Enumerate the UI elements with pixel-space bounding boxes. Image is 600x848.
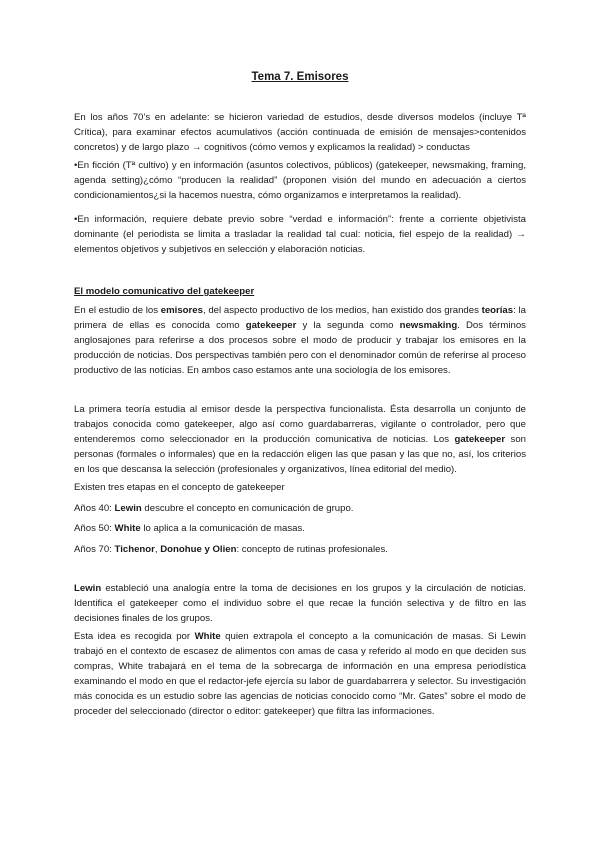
text-run: estableció una analogía entre la toma de decisiones en los grupos y la circulación de noticias. Identifica el gatekeeper como el individuo sobre el que recae la función selectiva y de filtro en las decisiones finales de los grupos.	[74, 583, 526, 624]
bold-term: Lewin	[114, 503, 142, 514]
lewin-paragraph	[74, 581, 526, 626]
bold-term: Donohue y Olien	[160, 544, 237, 555]
text-run: Esta idea es recogida por	[74, 631, 195, 642]
text-run: descubre el concepto en comunicación de grupo.	[141, 503, 354, 514]
bullet-text: •En información, requiere debate previo sobre “verdad e información”: frente a corriente objetivista dominante (el periodista se limita a trasladar la realidad tal cual: noticia, fiel espejo de la realidad) → elementos objetivos y subjetivos en selección y elaboración noticias.	[74, 214, 526, 255]
intro-text: En los años 70’s en adelante: se hicieron variedad de estudios, desde diversos modelos (incluye Tª Crítica), para examinar efectos acumulativos (acción continuada de emisión de mensajes>contenidos concretos) y de largo plazo → cognitivos (cómo vemos y explicamos la realidad) > conductas	[74, 112, 526, 153]
text-run: La primera teoría estudia al emisor desde la perspectiva funcionalista. Ésta desarrolla un conjunto de trabajos conocida como gatekeeper, algo así como guardabarreras, vigilante o controlador, pero que entenderemos como seleccionador en la producción comunicativa de noticias. Los	[74, 404, 526, 445]
text-run: ,	[154, 544, 161, 555]
text-run: Existen tres etapas en el concepto de gatekeeper	[74, 482, 285, 493]
text-run: , del aspecto productivo de los medios, han existido dos grandes	[202, 305, 482, 316]
stages-intro	[74, 480, 526, 495]
bold-term: White	[114, 523, 141, 534]
bold-term: teorías	[481, 305, 514, 316]
stage-50s	[74, 521, 526, 536]
section-heading: El modelo comunicativo del gatekeeper	[74, 286, 255, 297]
text-run: En el estudio de los	[74, 305, 161, 316]
text-run: Años 40:	[74, 503, 115, 514]
bold-term: emisores	[160, 305, 203, 316]
text-run: y la segunda como	[296, 320, 400, 331]
text-run: son personas (formales o informales) que en la redacción eligen las que pasan y las que no, así, los criterios en los que descansa la selección (profesionales y organizativos, línea editorial del medio).	[74, 434, 526, 475]
intro-bullet-information	[74, 212, 526, 257]
bullet-text: •En ficción (Tª cultivo) y en información (asuntos colectivos, públicos) (gatekeeper, newsmaking, framing, agenda setting)¿cómo “producen la realidad” (proponen visión del mundo en adecuación a ciertos condicionamientos¿si la hacemos nuestra, cómo organizamos e interpretamos la realidad).	[74, 160, 526, 201]
stage-40s	[74, 501, 526, 516]
gatekeeper-paragraph-2	[74, 402, 526, 477]
bold-term: newsmaking	[399, 320, 458, 331]
text-run: lo aplica a la comunicación de masas.	[140, 523, 305, 534]
text-run: : concepto de rutinas profesionales.	[236, 544, 388, 555]
bold-term: Tichenor	[114, 544, 155, 555]
text-run: quien extrapola el concepto a la comunicación de masas. Si Lewin trabajó en el contexto de escasez de alimentos con amas de casa y referido al modo en que deciden sus compras, White trabajará en el tema de la sobrecarga de información en una empresa periodística examinando el modo en que el redactor-jefe ejercía su labor de guardabarrera y selector. Su investigación más conocida es un estudio sobre las agencias de noticias conocido como “Mr. Gates” sobre el modo de proceder del seleccionado (director o editor: gatekeeper) que filtra las informaciones.	[74, 631, 526, 717]
text-run: : la primera de ellas es conocida como	[74, 305, 526, 331]
gatekeeper-paragraph-1	[74, 303, 526, 378]
intro-paragraph	[74, 110, 526, 155]
bold-term: White	[194, 631, 221, 642]
text-run: Años 50:	[74, 523, 115, 534]
bold-term: Lewin	[74, 583, 102, 594]
text-run: Años 70:	[74, 544, 115, 555]
intro-bullet-fiction	[74, 158, 526, 203]
bold-term: gatekeeper	[245, 320, 297, 331]
white-paragraph	[74, 629, 526, 719]
bold-term: gatekeeper	[454, 434, 506, 445]
page-title: Tema 7. Emisores	[251, 71, 349, 83]
stage-70s	[74, 542, 526, 557]
text-run: . Dos términos anglosajones para referirse a dos procesos sobre el modo de producir y trabajar los emisores en la producción de noticias. Dos perspectivas también pero con el denominador común de referirse al proceso productivo de las noticias. En ambos caso estamos ante una sociología de los emisores.	[74, 320, 526, 376]
